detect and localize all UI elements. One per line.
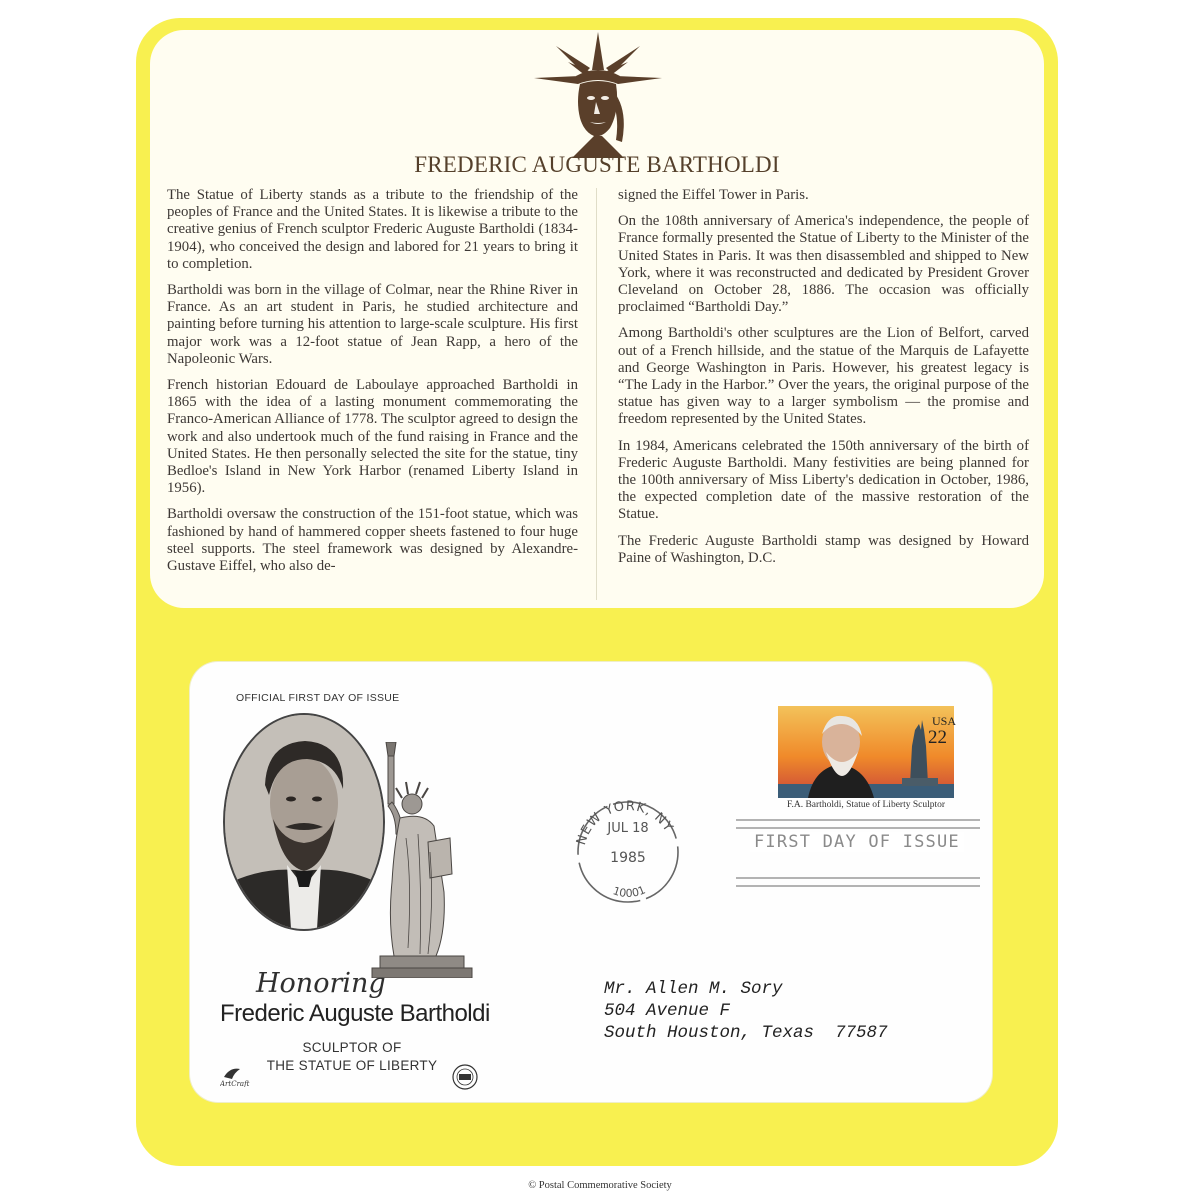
- address-line: Mr. Allen M. Sory: [604, 979, 783, 999]
- stamp-caption: F.A. Bartholdi, Statue of Liberty Sculptor: [786, 800, 946, 810]
- article-paragraph: The Statue of Liberty stands as a tribute to the friendship of the peoples of France and the United States. It is likewise a tribute to the creative genius of French sculptor Frederic Auguste Bartholdi (1834-1904), who conceived the design and labored for 21 years to bring it to completion.: [167, 187, 578, 272]
- official-first-day-label: OFFICIAL FIRST DAY OF ISSUE: [236, 692, 400, 704]
- first-day-cancel-text: FIRST DAY OF ISSUE: [750, 832, 964, 852]
- article-paragraph: Bartholdi oversaw the construction of the 151-foot statue, which was fashioned by hand of hammered copper sheets fastened to four huge steel supports. The steel framework was designed by Alexandre-Gustave Eiffel, who also de-: [167, 506, 578, 575]
- cachet-name: Frederic Auguste Bartholdi: [220, 1000, 490, 1027]
- postmark-year: 1985: [610, 850, 646, 866]
- svg-text:10001: [611, 883, 647, 900]
- cachet-statue-of: THE STATUE OF LIBERTY: [266, 1058, 438, 1073]
- stamp-value: 22: [928, 727, 947, 748]
- column-divider: [596, 188, 597, 600]
- bartholdi-portrait: [223, 713, 385, 931]
- article-paragraph: Bartholdi was born in the village of Colmar, near the Rhine River in France. As an art student in Paris, he studied architecture and painting before turning his attention to large-scale sculpture. His first major work was a 12-foot statue of Jean Rapp, a hero of the Napoleonic Wars.: [167, 282, 578, 367]
- liberty-crown-emblem: [532, 32, 664, 158]
- postmark-zip: 10001: [611, 883, 648, 901]
- stamp-artwork: [778, 706, 957, 798]
- address-line: 504 Avenue F: [604, 1001, 731, 1021]
- article-paragraph: On the 108th anniversary of America's independence, the people of France formally presented the Statue of Liberty to the Minister of the United States in Paris. It was then disassembled and shipped to New York, where it was reconstructed and dedicated by President Grover Cleveland on October 28, 1886. The occasion was officially proclaimed “Bartholdi Day.”: [618, 213, 1029, 316]
- mailing-address: [604, 978, 888, 1044]
- artcraft-logo-text: ArtCraft: [220, 1080, 250, 1087]
- article-paragraph: signed the Eiffel Tower in Paris.: [618, 187, 809, 203]
- article-right-column: [618, 187, 1029, 576]
- article-paragraph: The Frederic Auguste Bartholdi stamp was designed by Howard Paine of Washington, D.C.: [618, 532, 1029, 566]
- article-paragraph: In 1984, Americans celebrated the 150th anniversary of the birth of Frederic Auguste Bartholdi. Many festivities are being planned for the 100th anniversary of Miss Liberty's dedication in October, 1986, the expected completion date of the massive restoration of the Statue.: [618, 437, 1029, 523]
- postmark-date: JUL 18: [607, 821, 649, 836]
- circular-postmark: [568, 792, 688, 912]
- article-title: FREDERIC AUGUSTE BARTHOLDI: [414, 152, 780, 177]
- article-paragraph: Among Bartholdi's other sculptures are the Lion of Belfort, carved out of a French hillside, and the statue of the Marquis de Lafayette and George Washington in Paris. However, his greatest legacy is “The Lady in the Harbor.” Over the years, the original purpose of the statue has given way to a larger symbolism — the promise and freedom represented by the United States.: [618, 325, 1029, 428]
- postmark-city: NEW YORK, NY: [573, 798, 677, 847]
- cachet-sculptor-of: SCULPTOR OF: [302, 1040, 402, 1055]
- cachet-honoring-text: Honoring: [256, 968, 386, 999]
- usps-seal-icon: [452, 1064, 478, 1090]
- copyright-footer: © Postal Commemorative Society: [528, 1180, 672, 1191]
- article-paragraph: French historian Edouard de Laboulaye approached Bartholdi in 1865 with the idea of a lasting monument commemorating the Franco-American Alliance of 1778. The sculptor agreed to design the work and also undertook much of the fund raising in France and the United States. He then personally selected the site for the statue, tiny Bedloe's Island in New York Harbor (renamed Liberty Island in 1956).: [167, 377, 578, 497]
- article-left-column: [167, 187, 578, 584]
- address-line: South Houston, Texas 77587: [604, 1023, 888, 1043]
- statue-of-liberty-illustration: [366, 742, 474, 978]
- cancellation-lines: [736, 816, 980, 894]
- artcraft-logo-icon: [220, 1065, 250, 1087]
- stamp-country: USA: [932, 714, 957, 728]
